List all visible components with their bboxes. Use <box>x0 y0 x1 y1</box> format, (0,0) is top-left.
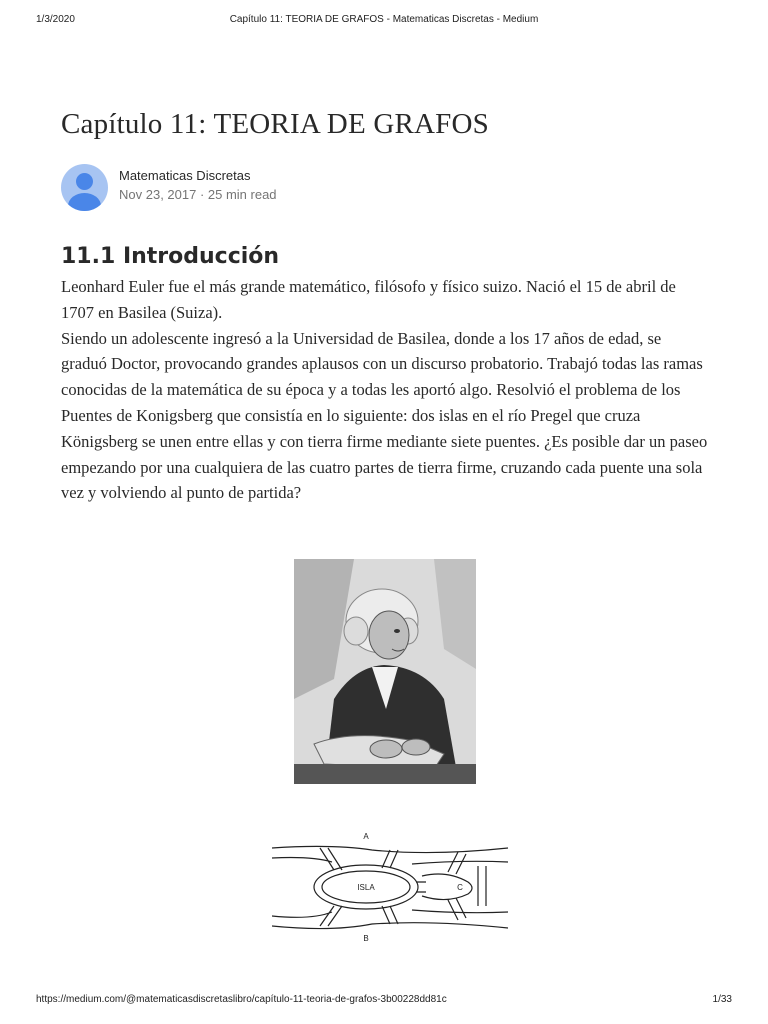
avatar-body-icon <box>68 193 101 211</box>
print-header <box>0 14 768 30</box>
euler-portrait-image <box>294 559 476 784</box>
author-name-link[interactable]: Matematicas Discretas <box>119 168 251 183</box>
konigsberg-bridges-figure <box>272 826 512 946</box>
print-footer <box>0 994 768 1010</box>
article-title: Capítulo 11: TEORIA DE GRAFOS <box>61 108 489 140</box>
avatar-head-icon <box>76 173 93 190</box>
article <box>61 104 711 506</box>
avatar[interactable] <box>61 164 108 211</box>
intro-paragraph <box>61 274 711 506</box>
land-label-a: A <box>363 832 369 841</box>
portrait-illustration <box>294 559 476 784</box>
post-meta: Nov 23, 2017 · 25 min read <box>119 187 277 202</box>
print-url: https://medium.com/@matematicasdiscretaslibro/capítulo-11-teoria-de-grafos-3b00228dd81c <box>36 994 447 1005</box>
print-page-number: 1/33 <box>712 994 732 1005</box>
land-label-c: C <box>457 883 463 892</box>
section-heading: 11.1 Introducción <box>61 244 280 269</box>
konigsberg-diagram <box>272 826 512 946</box>
print-date: 1/3/2020 <box>36 14 75 25</box>
author-row <box>61 164 711 212</box>
print-document-title: Capítulo 11: TEORIA DE GRAFOS - Matematicas Discretas - Medium <box>229 14 539 25</box>
island-label: ISLA <box>357 883 375 892</box>
land-label-b: B <box>363 934 369 943</box>
paragraph-line: Leonhard Euler fue el más grande matemático, filósofo y físico suizo. Nació el 15 de abril de 1707 en Basilea (Suiza). <box>61 277 676 322</box>
paragraph-line: Siendo un adolescente ingresó a la Universidad de Basilea, donde a los 17 años de edad, se graduó Doctor, provocando grandes aplausos con un discurso probatorio. Trabajó todas las ramas conocidas de la matemática de su época y a todas les aportó algo. Resolvió el problema de los Puentes de Konigsberg que consistía en lo siguiente: dos islas en el río Pregel que cruza Königsberg se unen entre ellas y con tierra firme mediante siete puentes. ¿Es posible dar un paseo empezando por una cualquiera de las cuatro partes de tierra firme, cruzando cada puente una sola vez y volviendo al punto de partida? <box>61 328 708 503</box>
